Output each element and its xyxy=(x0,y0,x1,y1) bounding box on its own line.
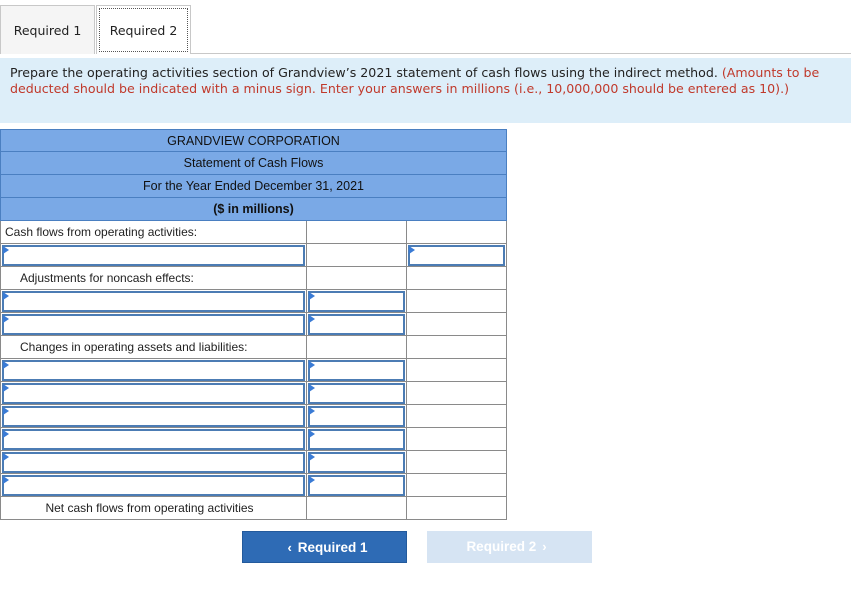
tab-required-2[interactable] xyxy=(96,5,191,54)
tab-required-1-label: Required 1 xyxy=(13,23,82,38)
amount-input[interactable] xyxy=(408,245,505,266)
cash-flow-statement xyxy=(0,129,507,520)
prev-required-1-button[interactable] xyxy=(242,531,407,563)
dropdown-arrow-icon xyxy=(3,430,9,438)
instructions-note: (Amounts to be deducted should be indicated with a minus sign. Enter your answers in millions (i.e., 10,000,000 should be entered as 10).) xyxy=(10,65,820,96)
dropdown-arrow-icon xyxy=(309,361,315,369)
statement-title: Statement of Cash Flows xyxy=(0,152,507,175)
amount-input[interactable] xyxy=(308,314,405,335)
next-required-2-button[interactable] xyxy=(427,531,592,563)
instructions-panel xyxy=(0,58,851,123)
line-item-input[interactable] xyxy=(2,360,305,381)
dropdown-arrow-icon xyxy=(309,384,315,392)
amount-input[interactable] xyxy=(308,452,405,473)
dropdown-arrow-icon xyxy=(3,292,9,300)
dropdown-arrow-icon xyxy=(3,407,9,415)
line-item-input[interactable] xyxy=(2,429,305,450)
dropdown-arrow-icon xyxy=(309,476,315,484)
entry-row xyxy=(0,451,507,474)
amount-input[interactable] xyxy=(308,475,405,496)
entry-row xyxy=(0,474,507,497)
entry-row xyxy=(0,313,507,336)
dropdown-arrow-icon xyxy=(3,476,9,484)
entry-row xyxy=(0,382,507,405)
dropdown-arrow-icon xyxy=(309,407,315,415)
net-cash-row xyxy=(0,497,507,520)
line-item-input[interactable] xyxy=(2,383,305,404)
tab-required-1[interactable] xyxy=(0,5,95,54)
amount-input[interactable] xyxy=(308,291,405,312)
amount-input[interactable] xyxy=(308,406,405,427)
changes-label: Changes in operating assets and liabilities: xyxy=(20,340,248,354)
instructions-text: Prepare the operating activities section of Grandview’s 2021 statement of cash flows using the indirect method. xyxy=(10,65,718,80)
adjustments-label: Adjustments for noncash effects: xyxy=(20,271,194,285)
chevron-left-icon: ‹ xyxy=(287,540,292,555)
line-item-input[interactable] xyxy=(2,291,305,312)
dropdown-arrow-icon xyxy=(3,453,9,461)
line-item-input[interactable] xyxy=(2,314,305,335)
operating-section-label: Cash flows from operating activities: xyxy=(5,225,198,239)
dropdown-arrow-icon xyxy=(3,384,9,392)
amount-input[interactable] xyxy=(308,360,405,381)
tab-focus-outline xyxy=(99,8,188,52)
company-name: GRANDVIEW CORPORATION xyxy=(0,129,507,152)
line-item-input[interactable] xyxy=(2,475,305,496)
dropdown-arrow-icon xyxy=(309,430,315,438)
entry-row xyxy=(0,290,507,313)
net-cash-total-cell[interactable] xyxy=(406,497,507,520)
dropdown-arrow-icon xyxy=(309,315,315,323)
dropdown-arrow-icon xyxy=(3,246,9,254)
statement-period: For the Year Ended December 31, 2021 xyxy=(0,175,507,198)
entry-row xyxy=(0,428,507,451)
line-item-input[interactable] xyxy=(2,406,305,427)
statement-units: ($ in millions) xyxy=(0,198,507,221)
dropdown-arrow-icon xyxy=(309,292,315,300)
amount-input[interactable] xyxy=(308,383,405,404)
dropdown-arrow-icon xyxy=(3,361,9,369)
line-item-input[interactable] xyxy=(2,452,305,473)
section-row-changes xyxy=(0,336,507,359)
tab-required-2-label: Required 2 xyxy=(109,23,178,38)
next-button-label: Required 2 xyxy=(466,539,537,554)
dropdown-arrow-icon xyxy=(309,453,315,461)
entry-row xyxy=(0,359,507,382)
net-cash-label: Net cash flows from operating activities xyxy=(45,501,254,515)
amount-input[interactable] xyxy=(308,429,405,450)
dropdown-arrow-icon xyxy=(3,315,9,323)
section-row-operating xyxy=(0,221,507,244)
line-item-input[interactable] xyxy=(2,245,305,266)
entry-row xyxy=(0,244,507,267)
prev-button-label: Required 1 xyxy=(297,540,368,555)
dropdown-arrow-icon xyxy=(409,246,415,254)
tab-divider xyxy=(191,53,851,54)
chevron-right-icon: › xyxy=(542,539,547,554)
entry-row xyxy=(0,405,507,428)
section-row-adjustments xyxy=(0,267,507,290)
